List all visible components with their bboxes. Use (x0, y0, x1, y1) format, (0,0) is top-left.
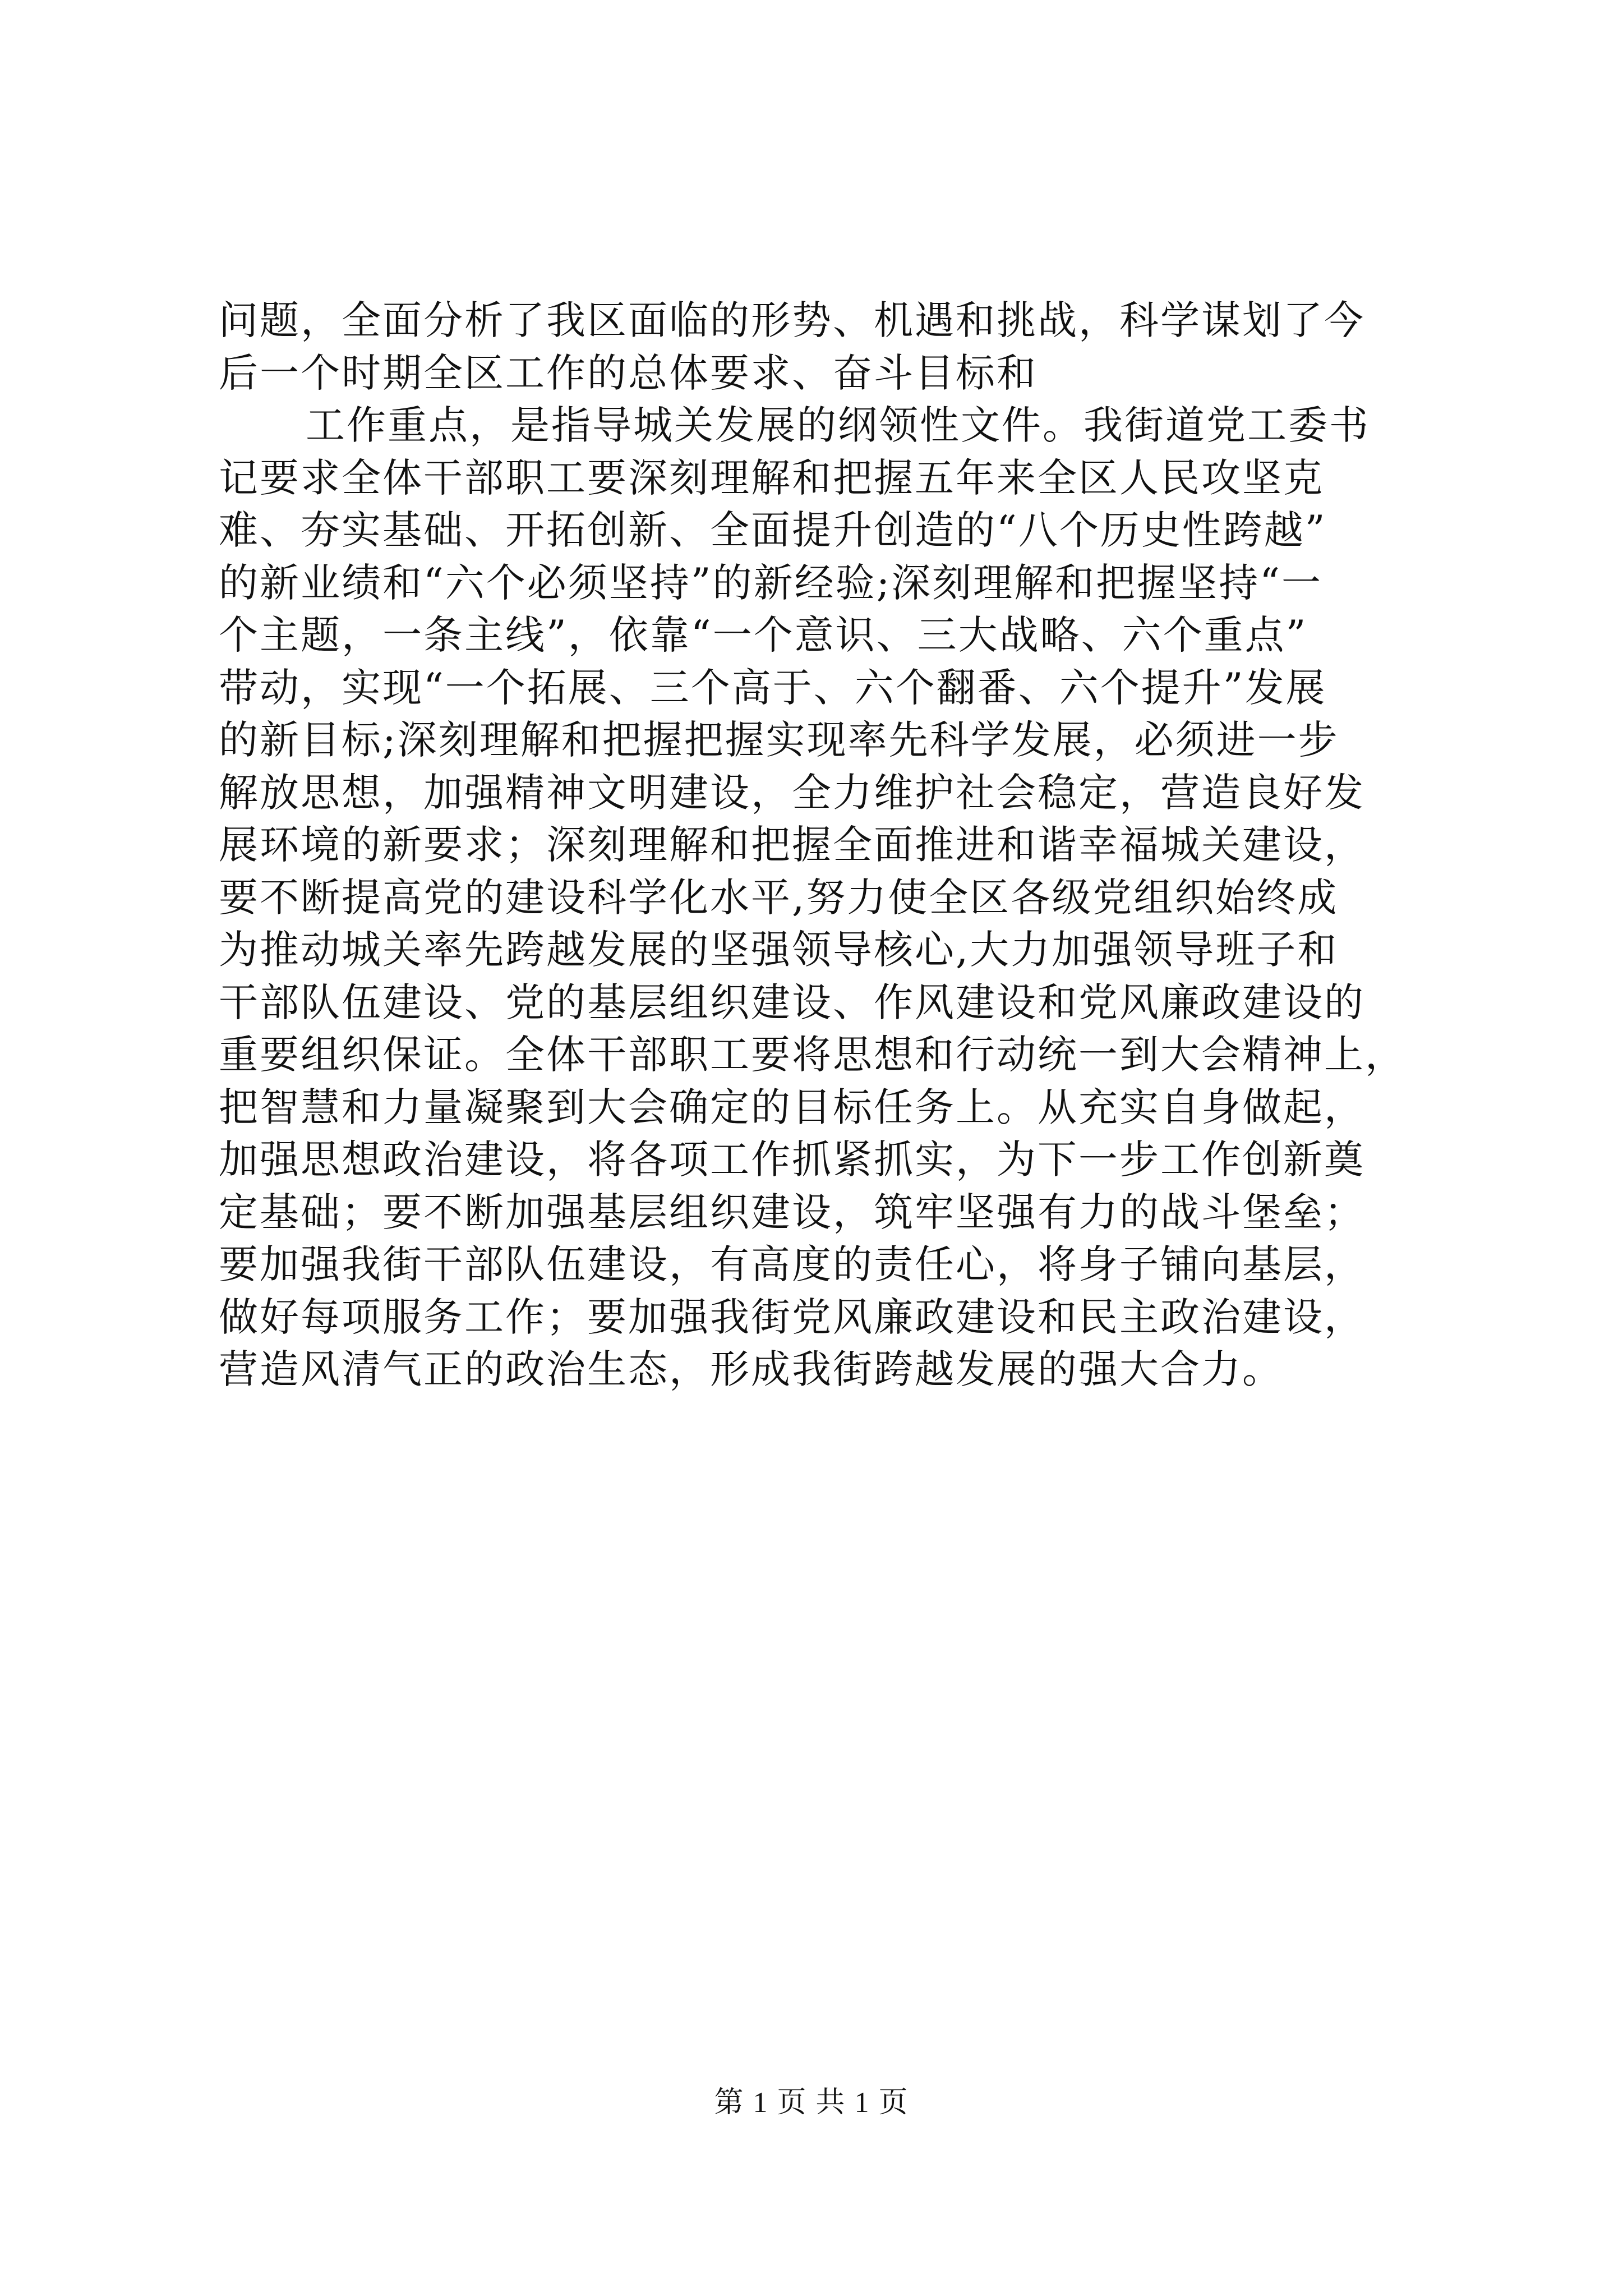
text-line: 记要求全体干部职工要深刻理解和把握五年来全区人民攻坚克 (219, 454, 1324, 501)
text-line: 重要组织保证。全体干部职工要将思想和行动统一到大会精神上， (219, 1032, 1406, 1078)
text-line: 为推动城关率先跨越发展的坚强领导核心,大力加强领导班子和 (219, 927, 1339, 973)
body-text (219, 295, 1430, 1396)
text-line: 问题，全面分析了我区面临的形势、机遇和挑战，科学谋划了今 (219, 297, 1365, 343)
text-line: 难、夯实基础、开拓创新、全面提升创造的“八个历史性跨越” (219, 507, 1327, 553)
text-line: 把智慧和力量凝聚到大会确定的目标任务上。从充实自身做起， (219, 1084, 1365, 1130)
text-line: 做好每项服务工作；要加强我街党风廉政建设和民主政治建设， (219, 1294, 1365, 1340)
text-line: 的新目标;深刻理解和把握把握实现率先科学发展，必须进一步 (219, 717, 1339, 763)
page-footer: 第 1 页 共 1 页 (714, 2087, 909, 2119)
text-line: 带动，实现“一个拓展、三个高于、六个翻番、六个提升”发展 (219, 664, 1327, 711)
text-line: 展环境的新要求；深刻理解和把握全面推进和谐幸福城关建设， (219, 822, 1365, 868)
text-line: 要不断提高党的建设科学化水平,努力使全区各级党组织始终成 (219, 874, 1339, 921)
paragraph-first-line: 工作重点，是指导城关发展的纲领性文件。我街道党工委书 (306, 402, 1370, 448)
text-line: 的新业绩和“六个必须坚持”的新经验;深刻理解和把握坚持“一 (219, 559, 1322, 606)
text-line: 解放思想，加强精神文明建设，全力维护社会稳定，营造良好发 (219, 769, 1365, 816)
text-line: 营造风清气正的政治生态，形成我街跨越发展的强大合力。 (219, 1346, 1283, 1392)
text-line: 后一个时期全区工作的总体要求、奋斗目标和 (219, 349, 1038, 396)
text-line: 个主题，一条主线”，依靠“一个意识、三大战略、六个重点” (219, 612, 1308, 658)
text-line: 要加强我街干部队伍建设，有高度的责任心，将身子铺向基层， (219, 1241, 1365, 1287)
text-line: 定基础；要不断加强基层组织建设，筑牢坚强有力的战斗堡垒； (219, 1189, 1365, 1235)
text-line: 干部队伍建设、党的基层组织建设、作风建设和党风廉政建设的 (219, 979, 1365, 1025)
text-line: 加强思想政治建设，将各项工作抓紧抓实，为下一步工作创新奠 (219, 1137, 1365, 1182)
